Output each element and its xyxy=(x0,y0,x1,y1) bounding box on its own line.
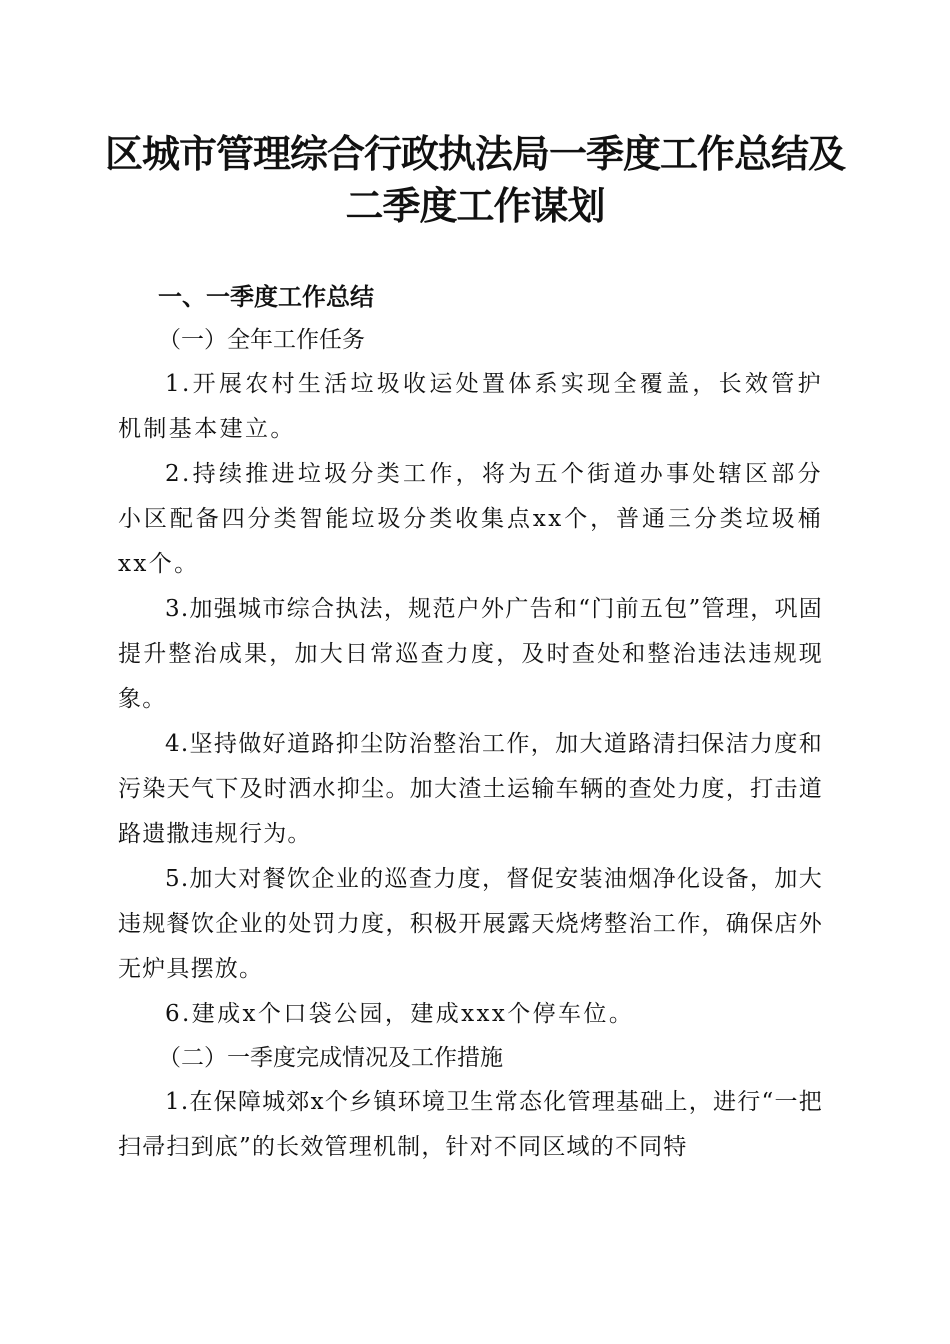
task-item-5: 5.加大对餐饮企业的巡查力度，督促安装油烟净化设备，加大违规餐饮企业的处罚力度，积极开展露天烧烤整治工作，确保店外无炉具摆放。 xyxy=(118,866,823,982)
section-heading-summary: 一、一季度工作总结 xyxy=(158,283,374,311)
task-item-4: 4.坚持做好道路抑尘防治整治工作，加大道路清扫保洁力度和污染天气下及时洒水抑尘。加大渣土运输车辆的查处力度，打击道路遗撒违规行为。 xyxy=(118,731,823,847)
document-body xyxy=(118,276,823,1170)
task-item-3: 3.加强城市综合执法，规范户外广告和“门前五包”管理，巩固提升整治成果，加大日常巡查力度，及时查处和整治违法违规现象。 xyxy=(118,596,823,712)
task-item-6: 6.建成x个口袋公园，建成xxx个停车位。 xyxy=(165,1001,635,1027)
subsection-heading-q1-progress: （二）一季度完成情况及工作措施 xyxy=(158,1045,503,1071)
document-title xyxy=(100,128,850,232)
task-item-2: 2.持续推进垃圾分类工作，将为五个街道办事处辖区部分小区配备四分类智能垃圾分类收集点xx个，普通三分类垃圾桶xx个。 xyxy=(118,461,823,577)
subsection-heading-annual-tasks: （一）全年工作任务 xyxy=(158,327,365,353)
document-title-line-2: 二季度工作谋划 xyxy=(345,184,605,228)
task-item-1: 1.开展农村生活垃圾收运处置体系实现全覆盖，长效管护机制基本建立。 xyxy=(118,371,823,442)
document-title-line-1: 区城市管理综合行政执法局一季度工作总结及 xyxy=(104,132,845,176)
progress-item-1: 1.在保障城郊x个乡镇环境卫生常态化管理基础上，进行“一把扫帚扫到底”的长效管理机制，针对不同区域的不同特 xyxy=(118,1089,823,1160)
